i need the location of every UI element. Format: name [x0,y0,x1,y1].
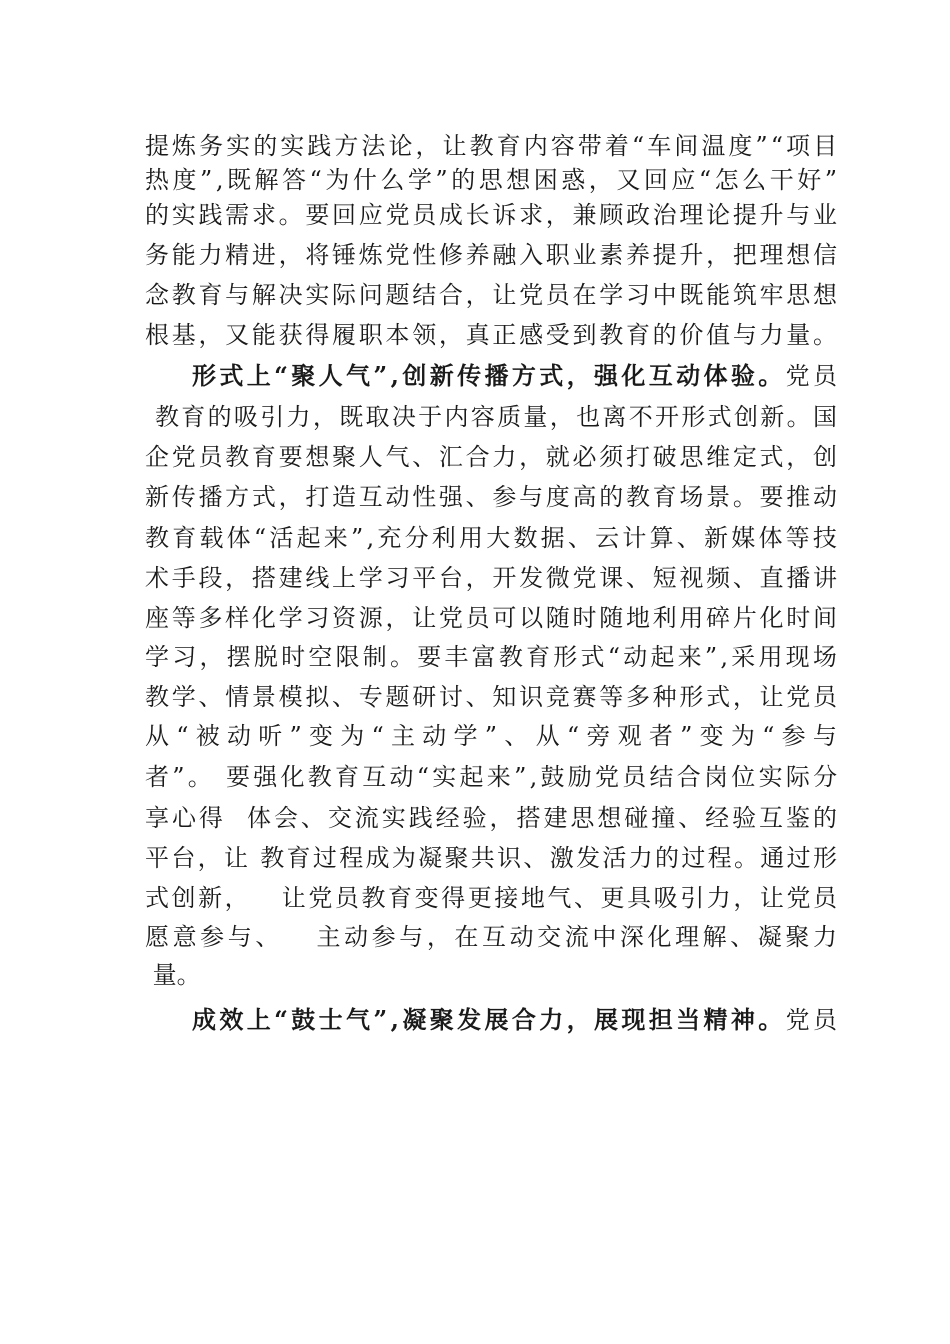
text-line [145,477,845,517]
text-line-content [145,564,840,592]
text-line-content [145,643,840,671]
line-text: 新传播方式，打造互动性强、参与度高的教育场景。要推动 [145,483,840,511]
text-line-content [145,321,840,349]
text-line-content [145,604,840,632]
text-line [145,878,845,918]
line-text: 提炼务实的实践方法论，让教育内容带着“车间温度”“项目 [145,132,841,160]
text-line-content [145,524,840,552]
text-line [145,598,845,638]
text-line [145,1000,845,1040]
text-line-content [145,804,840,832]
text-line [145,558,845,598]
text-line [145,397,845,437]
line-text: 念教育与解决实际问题结合，让党员在学习中既能筑牢思想 [145,281,840,309]
text-line-content [145,166,841,194]
line-text: 企党员教育要想聚人气、汇合力，就必须打破思维定式，创 [145,443,840,471]
text-line [145,757,845,797]
line-text: 根基，又能获得履职本领，真正感受到教育的价值与力量。 [145,321,840,349]
text-line [145,677,845,717]
text-line-content [145,483,840,511]
line-text: 愿意参与、 主动参与，在互动交流中深化理解、凝聚力 [145,923,841,951]
text-line [145,637,845,677]
text-line-content [145,403,839,431]
text-line-content [145,763,840,791]
text-line [145,716,845,756]
text-line [145,160,845,200]
text-line [145,437,845,477]
text-line [145,955,845,995]
text-line-content [145,961,201,989]
text-line-content [145,201,840,229]
text-line-content [145,722,844,750]
bold-heading-text: 成效上“鼓士气”,凝聚发展合力，展现担当精神。 [145,1005,786,1034]
text-line-content [145,923,841,951]
line-text: 教育载体“活起来”,充分利用大数据、云计算、新媒体等技 [145,524,841,552]
text-line [145,356,845,396]
text-line [145,235,845,275]
text-line-content [145,1006,840,1034]
line-text: 党员 [785,1006,841,1034]
line-text: 者”。 要强化教育互动“实起来”,鼓励党员结合岗位实际分 [145,763,841,791]
line-text: 从“被动听”变为“主动学”、从“旁观者”变为“参与 [145,722,845,750]
line-text: 座等多样化学习资源，让党员可以随时随地利用碎片化时间 [145,604,840,632]
line-text: 享心得 体会、交流实践经验，搭建思想碰撞、经验互鉴的 [145,804,840,832]
text-line-content [145,683,840,711]
text-line-content [145,362,840,390]
text-line [145,838,845,878]
line-text: 学习，摆脱时空限制。要丰富教育形式“动起来”,采用现场 [145,643,841,671]
text-line [145,798,845,838]
text-line-content [145,281,840,309]
line-text: 平台，让 教育过程成为凝聚共识、激发活力的过程。通过形 [145,844,840,872]
line-text: 量。 [145,961,201,989]
text-line [145,917,845,957]
bold-heading-text: 形式上“聚人气”,创新传播方式，强化互动体验。 [145,361,786,390]
line-text: 式创新， 让党员教育变得更接地气、更具吸引力，让党员 [145,884,840,912]
text-line-content [145,844,839,872]
text-line-content [145,884,840,912]
text-line-content [145,132,840,160]
text-line-content [145,443,840,471]
line-text: 教育的吸引力，既取决于内容质量，也离不开形式创新。国 [145,403,840,431]
text-line-content [145,241,840,269]
line-text: 术手段，搭建线上学习平台，开发微党课、短视频、直播讲 [145,564,840,592]
text-line [145,518,845,558]
text-line [145,195,845,235]
line-text: 党员 [785,362,841,390]
text-line [145,315,845,355]
line-text: 教学、情景模拟、专题研讨、知识竞赛等多种形式，让党员 [145,683,840,711]
line-text: 热度”,既解答“为什么学”的思想困惑，又回应“怎么干好” [145,166,841,194]
text-line [145,275,845,315]
line-text: 的实践需求。要回应党员成长诉求，兼顾政治理论提升与业 [145,201,840,229]
line-text: 务能力精进，将锤炼党性修养融入职业素养提升，把理想信 [145,241,840,269]
